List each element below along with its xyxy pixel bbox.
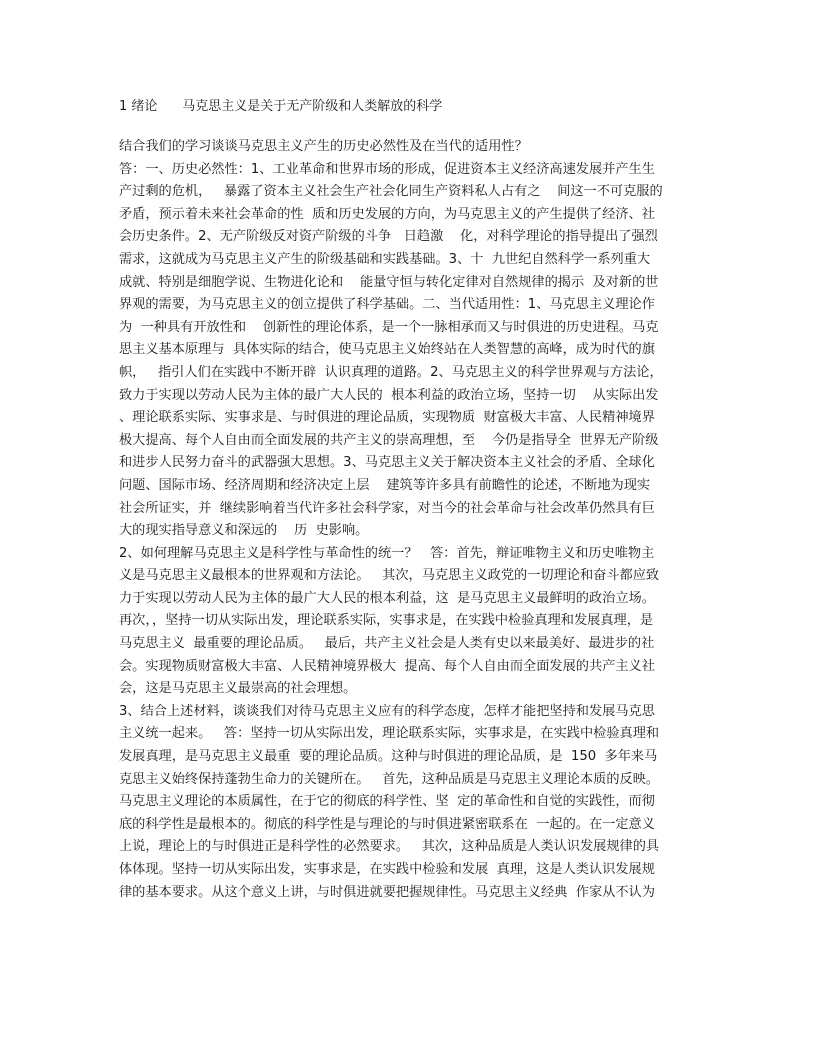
text-line: 矛盾，预示着未来社会革命的性 质和历史发展的方向，为马克思主义的产生提供了经济、社 bbox=[119, 206, 655, 222]
text-line: 帜， 指引人们在实践中不断开辟 认识真理的道路。2、马克思主义的科学世界观与方法论， bbox=[119, 364, 663, 380]
text-line: 为 一种具有开放性和 创新性的理论体系，是一个一脉相承而又与时俱进的历史进程。马克 bbox=[119, 319, 659, 335]
text-line: 体体现。坚持一切从实际出发，实事求是，在实践中检验和发展 真理，这是人类认识发展规 bbox=[119, 862, 655, 877]
text-line: 结合我们的学习谈谈马克思主义产生的历史必然性及在当代的适用性？ bbox=[119, 139, 528, 154]
text-line: 需求，这就成为马克思主义产生的阶级基础和实践基础。3、十 九世纪自然科学一系列重大 bbox=[119, 251, 651, 267]
text-line: 马克思主义 最重要的理论品质。 最后，共产主义社会是人类有史以来最美好、最进步的社 bbox=[119, 636, 655, 652]
text-line: 问题、国际市场、经济周期和经济决定上层 建筑等许多具有前瞻性的论述，不断地为现实 bbox=[119, 477, 651, 493]
text-line: 律的基本要求。从这个意义上讲，与时俱进就要把握规律性。马克思主义经典 作家从不认为 bbox=[119, 884, 655, 900]
text-line: 产过剩的危机， 暴露了资本主义社会生产社会化同生产资料私人占有之 间这一不可克服的 bbox=[119, 184, 663, 200]
text-line: 主义统一起来。 答：坚持一切从实际出发，理论联系实际，实事求是，在实践中检验真理和 bbox=[119, 726, 660, 742]
text-line: 会。实现物质财富极大丰富、人民精神境界极大 提高、每个人自由而全面发展的共产主义社 bbox=[119, 658, 655, 674]
text-line: 底的科学性是最根本的。彻底的科学性是与理论的与时俱进紧密联系在 一起的。在一定意义 bbox=[119, 816, 655, 832]
text-line: 和进步人民努力奋斗的武器强大思想。3、马克思主义关于解决资本主义社会的矛盾、全球化 bbox=[119, 455, 655, 471]
text-line: 思主义基本原理与 具体实际的结合，使马克思主义始终站在人类智慧的高峰，成为时代的旗 bbox=[119, 342, 655, 358]
text-line: 再次，，坚持一切从实际出发，理论联系实际，实事求是，在实践中检验真理和发展真理，是 bbox=[119, 613, 654, 629]
text-line: 马克思主义理论的本质属性，在于它的彻底的科学性、坚 定的革命性和自觉的实践性，而彻 bbox=[119, 794, 655, 810]
text-line: 3、结合上述材料，谈谈我们对待马克思主义应有的科学态度，怎样才能把坚持和发展马克思 bbox=[119, 703, 655, 719]
text-line: 发展真理，是马克思主义最重 要的理论品质。这种与时俱进的理论品质，是 150 多年来马 bbox=[119, 749, 658, 765]
section-heading: 1 绪论 马克思主义是关于无产阶级和人类解放的科学 bbox=[119, 99, 443, 114]
text-line: 社会所证实，并 继续影响着当代许多社会科学家，对当今的社会革命与社会改革仍然具有巨 bbox=[119, 500, 655, 516]
text-line: 上说，理论上的与时俱进正是科学性的必然要求。 其次，这种品质是人类认识发展规律的具 bbox=[119, 839, 660, 855]
text-line: 成就、特别是细胞学说、生物进化论和 能量守恒与转化定律对自然规律的揭示 及对新的世 bbox=[119, 274, 659, 290]
text-line: 力于实现以劳动人民为主体的最广大人民的根本利益，这 是马克思主义最鲜明的政治立场。 bbox=[119, 590, 655, 606]
text-line: 、理论联系实际、实事求是、与时俱进的理论品质，实现物质 财富极大丰富、人民精神境界 bbox=[119, 410, 655, 426]
text-line: 克思主义始终保持蓬勃生命力的关键所在。 首先，这种品质是马克思主义理论本质的反映。 bbox=[119, 771, 660, 787]
body-text bbox=[119, 136, 699, 904]
text-line: 致力于实现以劳动人民为主体的最广大人民的 根本利益的政治立场，坚持一切 从实际出发 bbox=[119, 387, 659, 403]
text-line: 大的现实指导意义和深远的 历 史影响。 bbox=[119, 523, 369, 539]
text-line: 2、如何理解马克思主义是科学性与革命性的统一？ 答：首先，辩证唯物主义和历史唯物主 bbox=[119, 545, 655, 561]
text-line: 义是马克思主义最根本的世界观和方法论。 其次，马克思主义政党的一切理论和奋斗都应致 bbox=[119, 568, 660, 584]
text-line: 答：一、历史必然性：1、工业革命和世界市场的形成，促进资本主义经济高速发展并产生生 bbox=[119, 161, 655, 177]
text-line: 极大提高、每个人自由而全面发展的共产主义的崇高理想，至 今仍是指导全 世界无产阶级 bbox=[119, 432, 659, 448]
text-line: 会，这是马克思主义最崇高的社会理想。 bbox=[119, 681, 357, 697]
text-line: 界观的需要，为马克思主义的创立提供了科学基础。二、当代适用性：1、马克思主义理论作 bbox=[119, 297, 655, 313]
text-line: 会历史条件。2、无产阶级反对资产阶级的斗争 日趋激 化，对科学理论的指导提出了强烈 bbox=[119, 229, 658, 245]
